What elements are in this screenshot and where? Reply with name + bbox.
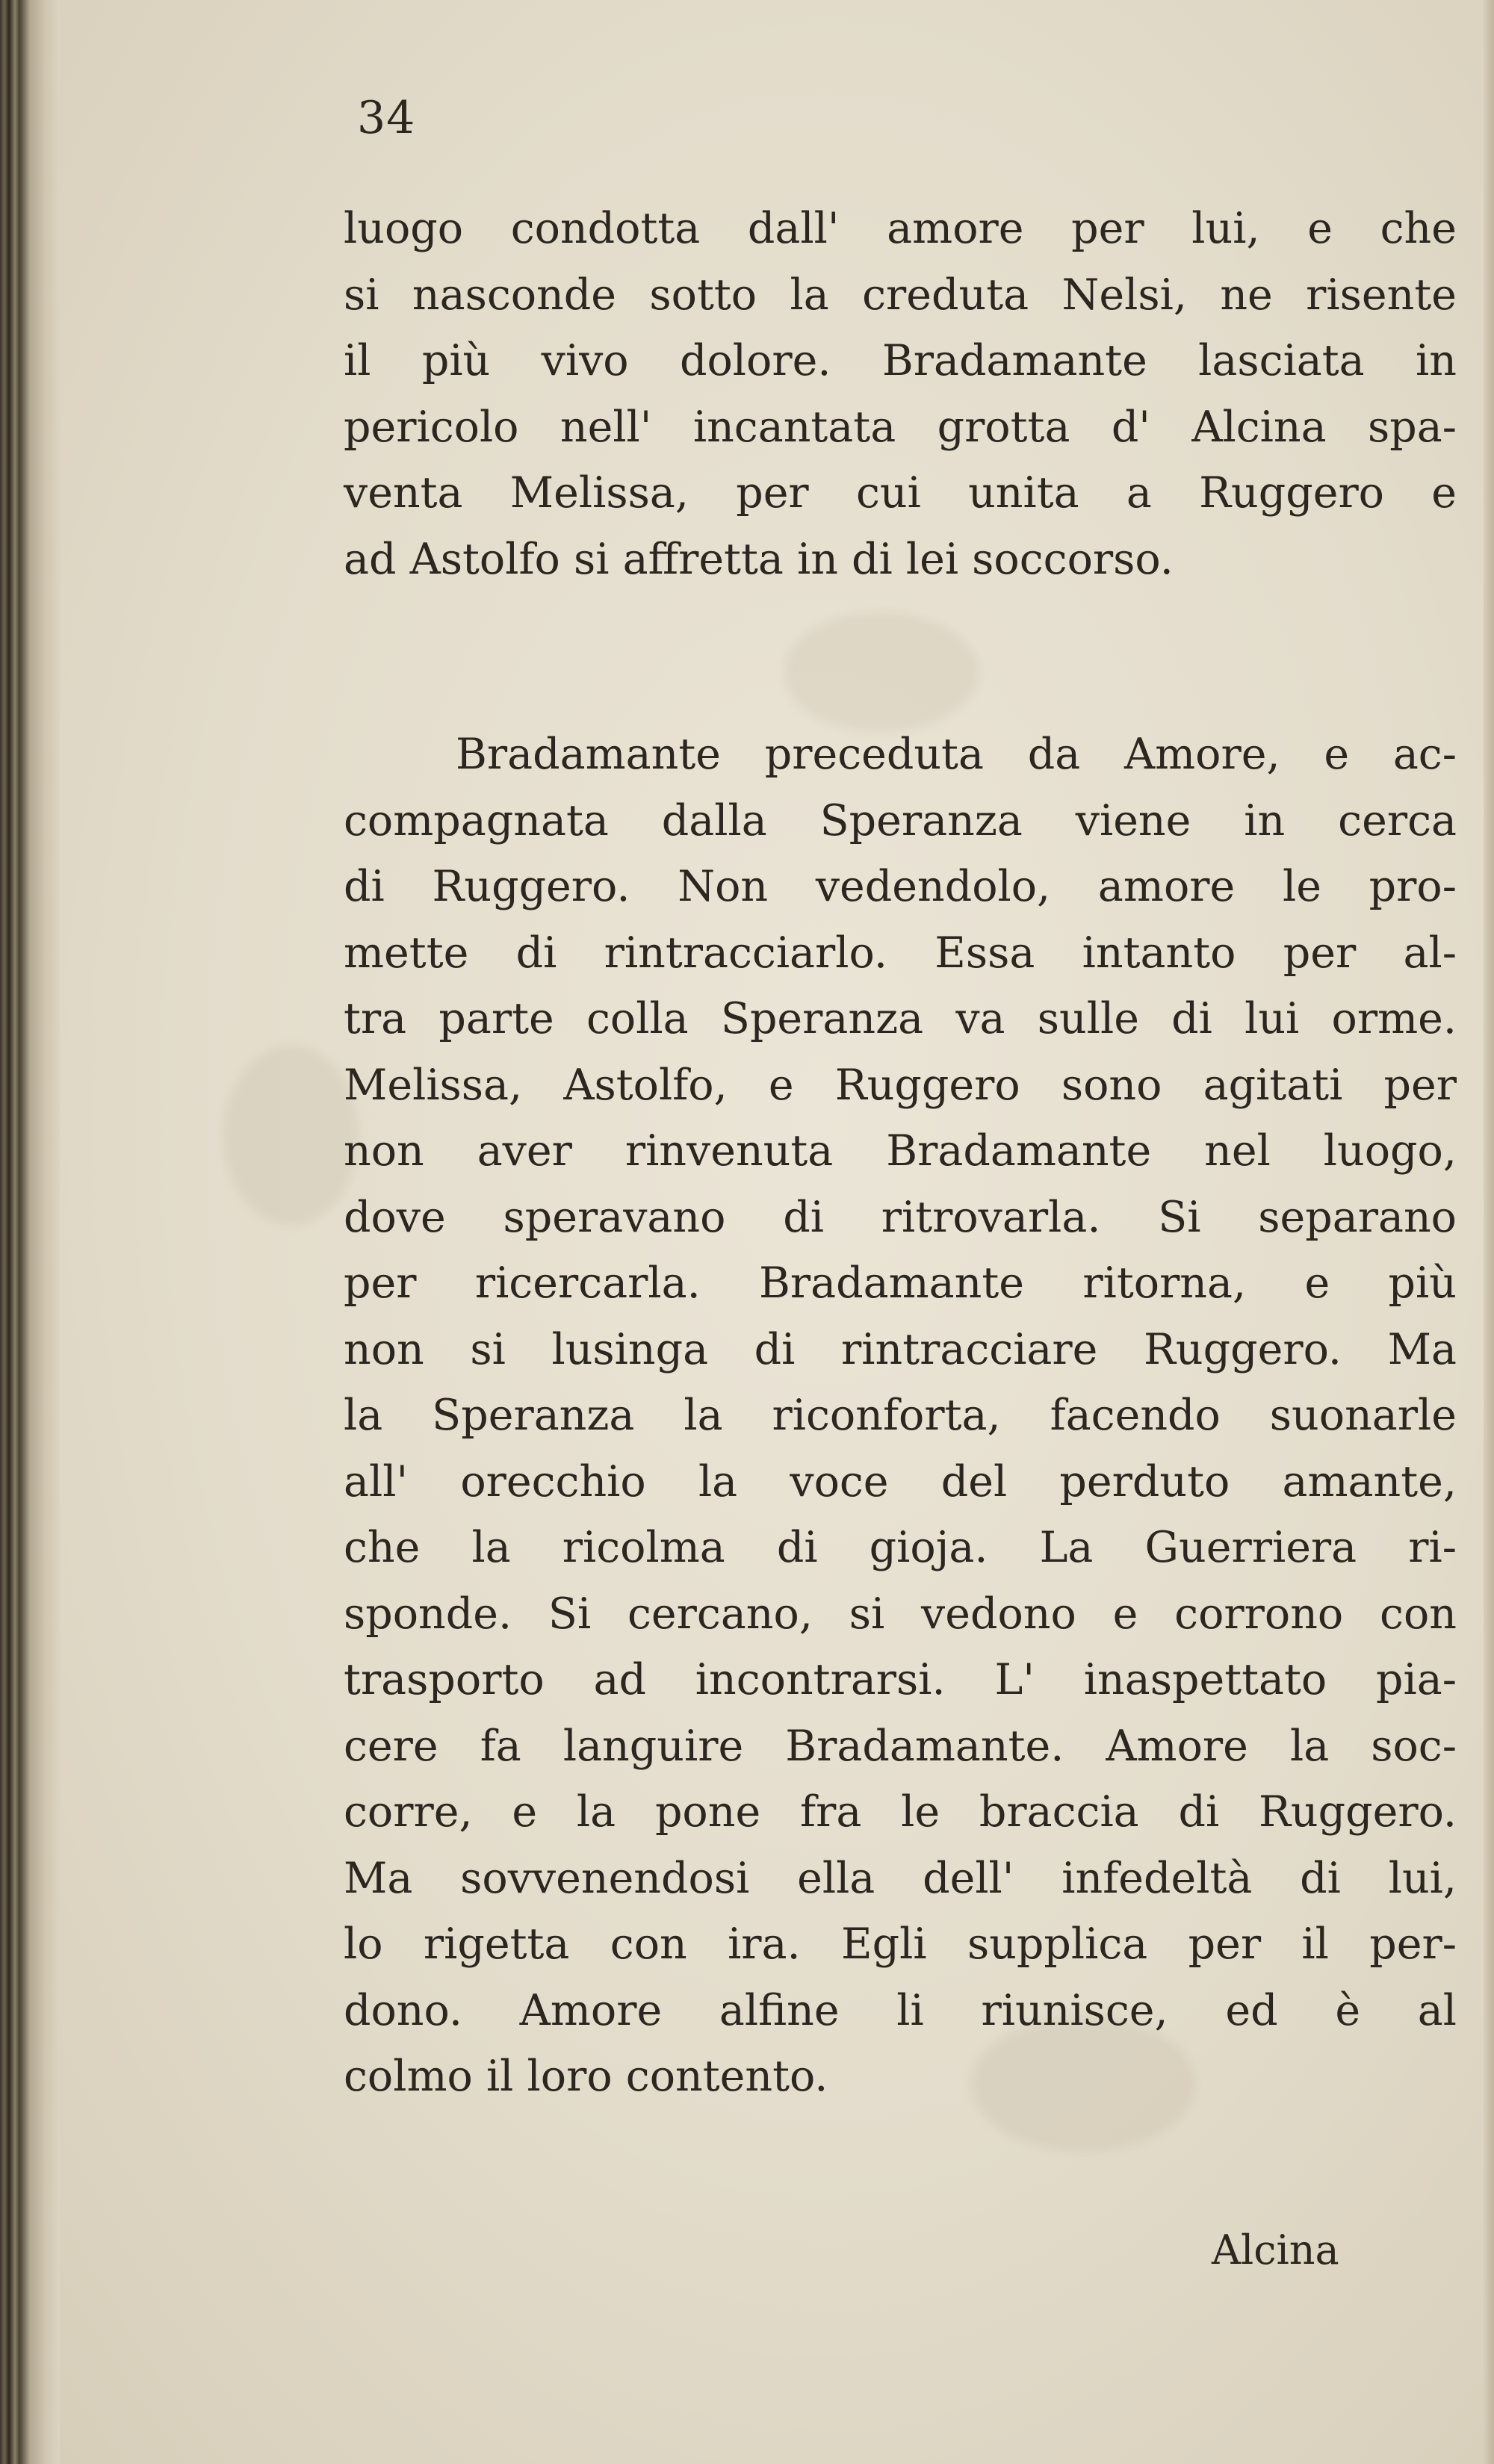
page-number: 34 <box>357 92 416 144</box>
text-line: corre, e la pone fra le braccia di Ruggero. <box>344 1787 1457 1837</box>
text-line: colmo il loro contento. <box>344 2052 828 2101</box>
text-line: all' orecchio la voce del perduto amante, <box>344 1456 1457 1506</box>
text-line: che la ricolma di gioja. La Guerriera ri- <box>344 1523 1457 1572</box>
text-line: pericolo nell' incantata grotta d' Alcina spa- <box>344 402 1457 452</box>
text-line: la Speranza la riconforta, facendo suonarle <box>344 1391 1457 1440</box>
text-line: dove speravano di ritrovarla. Si separano <box>344 1192 1457 1242</box>
text-line: Ma sovvenendosi ella dell' infedeltà di lui, <box>344 1853 1457 1903</box>
text-line: ad Astolfo si affretta in di lei soccorso. <box>344 534 1174 584</box>
text-line: tra parte colla Speranza va sulle di lui orme. <box>344 994 1457 1043</box>
text-line: trasporto ad incontrarsi. L' inaspettato pia- <box>344 1655 1457 1704</box>
text-line: mette di rintracciarlo. Essa intanto per al- <box>344 928 1457 978</box>
text-line: per ricercarla. Bradamante ritorna, e più <box>344 1259 1457 1308</box>
text-line: dono. Amore alfine li riunisce, ed è al <box>344 1985 1457 2035</box>
text-line: luogo condotta dall' amore per lui, e che <box>344 204 1457 253</box>
book-binding-edge <box>0 0 60 2464</box>
text-line: il più vivo dolore. Bradamante lasciata in <box>344 336 1457 385</box>
page-right-edge <box>1484 0 1494 2464</box>
text-line: cere fa languire Bradamante. Amore la soc- <box>344 1721 1457 1771</box>
text-line: di Ruggero. Non vedendolo, amore le pro- <box>344 862 1457 911</box>
paper-stain <box>224 1046 359 1225</box>
text-line: compagnata dalla Speranza viene in cerca <box>344 795 1457 845</box>
text-line: venta Melissa, per cui unita a Ruggero e <box>344 468 1457 518</box>
text-line: non si lusinga di rintracciare Ruggero. Ma <box>344 1324 1457 1374</box>
paragraph-2 <box>344 721 1457 2110</box>
catchword: Alcina <box>1212 2226 1339 2274</box>
paper-stain <box>784 612 979 732</box>
text-line: si nasconde sotto la creduta Nelsi, ne risente <box>344 270 1457 320</box>
paragraph-1 <box>344 196 1457 592</box>
text-line: non aver rinvenuta Bradamante nel luogo, <box>344 1126 1457 1176</box>
text-line: sponde. Si cercano, si vedono e corrono con <box>344 1589 1457 1639</box>
text-line: Bradamante preceduta da Amore, e ac- <box>456 730 1457 779</box>
text-line: Melissa, Astolfo, e Ruggero sono agitati per <box>344 1060 1457 1110</box>
text-line: lo rigetta con ira. Egli supplica per il per- <box>344 1920 1457 1969</box>
